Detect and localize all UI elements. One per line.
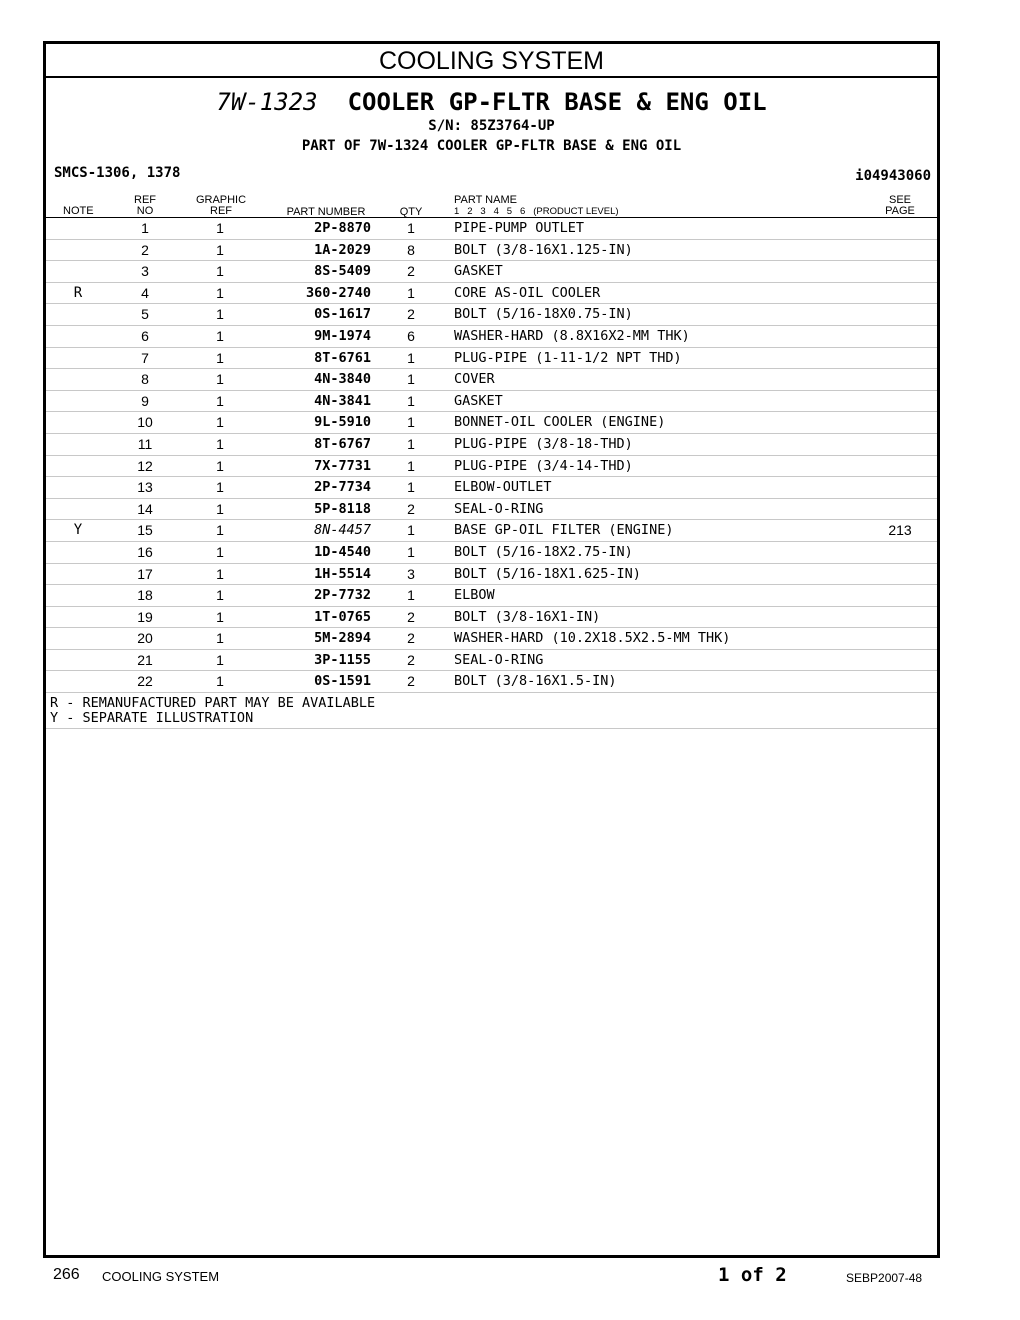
graphic-ref-cell: 1 xyxy=(216,673,224,690)
part-number-link[interactable]: 0S-1591 xyxy=(314,673,371,690)
part-number-link[interactable]: 5P-8118 xyxy=(314,500,371,517)
graphic-ref-cell: 1 xyxy=(216,608,224,625)
table-row xyxy=(46,542,937,564)
table-row xyxy=(46,628,937,650)
qty-cell: 1 xyxy=(407,522,415,539)
part-name-cell: PLUG-PIPE (3/4-14-THD) xyxy=(454,457,633,474)
part-name-cell: PIPE-PUMP OUTLET xyxy=(454,220,585,236)
part-number-link[interactable]: 2P-7732 xyxy=(314,587,371,604)
ref-no-cell: 4 xyxy=(141,284,149,301)
part-name-cell: WASHER-HARD (10.2X18.5X2.5-MM THK) xyxy=(454,630,731,647)
part-number-link[interactable]: 9M-1974 xyxy=(314,327,371,344)
qty-cell: 1 xyxy=(407,435,415,452)
part-number-link[interactable]: 3P-1155 xyxy=(314,651,371,668)
graphic-ref-cell: 1 xyxy=(216,435,224,452)
table-row xyxy=(46,304,937,326)
part-of-line: PART OF 7W-1324 COOLER GP-FLTR BASE & ENG OIL xyxy=(301,138,682,154)
ref-no-cell: 2 xyxy=(141,241,149,258)
qty-cell: 1 xyxy=(407,392,415,409)
graphic-ref-cell: 1 xyxy=(216,565,224,582)
qty-cell: 2 xyxy=(407,651,415,668)
part-number-link[interactable]: 5M-2894 xyxy=(314,630,371,647)
header-part-number: PART NUMBER xyxy=(286,206,366,218)
part-number-link[interactable]: 8N-4457 xyxy=(314,522,371,539)
qty-cell: 2 xyxy=(407,306,415,323)
graphic-ref-cell: 1 xyxy=(216,241,224,258)
graphic-ref-cell: 1 xyxy=(216,543,224,560)
notes-legend xyxy=(46,696,937,729)
part-number-link[interactable]: 8S-5409 xyxy=(314,263,371,280)
ref-no-cell: 20 xyxy=(137,630,153,647)
ref-no-cell: 1 xyxy=(141,220,149,236)
part-name-cell: ELBOW-OUTLET xyxy=(454,479,552,496)
graphic-ref-cell: 1 xyxy=(216,371,224,388)
header-graphic-bottom: REF xyxy=(210,205,232,217)
graphic-ref-cell: 1 xyxy=(216,500,224,517)
part-name-cell: PLUG-PIPE (3/8-18-THD) xyxy=(454,435,633,452)
qty-cell: 6 xyxy=(407,327,415,344)
table-row xyxy=(46,434,937,456)
parts-table xyxy=(46,218,937,693)
graphic-ref-cell: 1 xyxy=(216,349,224,366)
part-number-link[interactable]: 0S-1617 xyxy=(314,306,371,323)
footer-page-number: 266 xyxy=(53,1266,80,1283)
table-row xyxy=(46,391,937,413)
ref-no-cell: 12 xyxy=(137,457,153,474)
graphic-ref-cell: 1 xyxy=(216,630,224,647)
header-see-top: SEE xyxy=(888,194,911,206)
ref-no-cell: 7 xyxy=(141,349,149,366)
part-number-link[interactable]: 1A-2029 xyxy=(314,241,371,258)
part-name-cell: PLUG-PIPE (1-11-1/2 NPT THD) xyxy=(454,349,682,366)
qty-cell: 2 xyxy=(407,500,415,517)
part-number-link[interactable]: 9L-5910 xyxy=(314,414,371,431)
part-name-cell: BOLT (5/16-18X1.625-IN) xyxy=(454,565,641,582)
footer-section: COOLING SYSTEM xyxy=(102,1269,220,1284)
header-part-name: PART NAME xyxy=(454,194,517,206)
part-number-link[interactable]: 4N-3841 xyxy=(314,392,371,409)
serial-number: S/N: 85Z3764-UP xyxy=(428,118,555,134)
table-row xyxy=(46,564,937,586)
graphic-ref-cell: 1 xyxy=(216,479,224,496)
table-row xyxy=(46,456,937,478)
graphic-ref-cell: 1 xyxy=(216,414,224,431)
header-note: NOTE xyxy=(63,205,94,217)
table-row xyxy=(46,671,937,693)
graphic-ref-cell: 1 xyxy=(216,327,224,344)
ref-no-cell: 13 xyxy=(137,479,153,496)
part-number-link[interactable]: 2P-7734 xyxy=(314,479,371,496)
table-header xyxy=(46,195,937,218)
header-see-bottom: PAGE xyxy=(885,205,915,217)
header-product-levels: 1 2 3 4 5 6 (PRODUCT LEVEL) xyxy=(454,206,619,217)
table-row xyxy=(46,412,937,434)
part-number-link[interactable]: 8T-6767 xyxy=(314,435,371,452)
qty-cell: 1 xyxy=(407,543,415,560)
footer-doc-id: SEBP2007-48 xyxy=(846,1271,923,1285)
ref-no-cell: 22 xyxy=(137,673,153,690)
part-number-link[interactable]: 4N-3840 xyxy=(314,371,371,388)
part-number-link[interactable]: 2P-8870 xyxy=(314,220,371,236)
qty-cell: 3 xyxy=(407,565,415,582)
graphic-ref-cell: 1 xyxy=(216,457,224,474)
illustration-id: i04943060 xyxy=(855,168,931,184)
table-row xyxy=(46,283,937,305)
ref-no-cell: 15 xyxy=(137,522,153,539)
part-number-link[interactable]: 1D-4540 xyxy=(314,543,371,560)
part-name-cell: BOLT (3/8-16X1.125-IN) xyxy=(454,241,633,258)
table-row xyxy=(46,326,937,348)
ref-no-cell: 3 xyxy=(141,263,149,280)
part-name-cell: SEAL-O-RING xyxy=(454,651,544,668)
ref-no-cell: 17 xyxy=(137,565,153,582)
group-name: COOLER GP-FLTR BASE & ENG OIL xyxy=(347,88,767,116)
qty-cell: 1 xyxy=(407,479,415,496)
table-row xyxy=(46,218,937,240)
qty-cell: 1 xyxy=(407,414,415,431)
table-row xyxy=(46,499,937,521)
part-number-link[interactable]: 360-2740 xyxy=(305,284,371,301)
graphic-ref-cell: 1 xyxy=(216,220,224,236)
qty-cell: 1 xyxy=(407,284,415,301)
part-name-cell: WASHER-HARD (8.8X16X2-MM THK) xyxy=(454,327,690,344)
graphic-ref-cell: 1 xyxy=(216,306,224,323)
ref-no-cell: 9 xyxy=(141,392,149,409)
graphic-ref-cell: 1 xyxy=(216,392,224,409)
part-name-cell: SEAL-O-RING xyxy=(454,500,544,517)
qty-cell: 1 xyxy=(407,371,415,388)
ref-no-cell: 16 xyxy=(137,543,153,560)
part-number-link[interactable]: 1T-0765 xyxy=(314,608,371,625)
graphic-ref-cell: 1 xyxy=(216,651,224,668)
qty-cell: 2 xyxy=(407,608,415,625)
graphic-ref-cell: 1 xyxy=(216,284,224,301)
note-line: Y - SEPARATE ILLUSTRATION xyxy=(50,710,254,726)
header-graphic-top: GRAPHIC xyxy=(195,194,247,206)
note-cell: Y xyxy=(73,522,83,539)
qty-cell: 2 xyxy=(407,673,415,690)
table-row xyxy=(46,240,937,262)
qty-cell: 2 xyxy=(407,630,415,647)
part-name-cell: GASKET xyxy=(454,263,503,280)
part-name-cell: GASKET xyxy=(454,392,503,409)
part-name-cell: CORE AS-OIL COOLER xyxy=(454,284,601,301)
part-name-cell: BOLT (3/8-16X1-IN) xyxy=(454,608,601,625)
table-row xyxy=(46,348,937,370)
ref-no-cell: 8 xyxy=(141,371,149,388)
ref-no-cell: 10 xyxy=(137,414,153,431)
part-name-cell: BOLT (5/16-18X2.75-IN) xyxy=(454,543,633,560)
note-line: R - REMANUFACTURED PART MAY BE AVAILABLE xyxy=(50,695,376,711)
part-name-cell: COVER xyxy=(454,371,495,388)
qty-cell: 1 xyxy=(407,457,415,474)
graphic-ref-cell: 1 xyxy=(216,263,224,280)
page-frame xyxy=(43,41,940,1258)
part-name-cell: BOLT (3/8-16X1.5-IN) xyxy=(454,673,617,690)
part-number-link[interactable]: 7X-7731 xyxy=(314,457,371,474)
qty-cell: 1 xyxy=(407,587,415,604)
table-row xyxy=(46,585,937,607)
part-number-link[interactable]: 8T-6761 xyxy=(314,349,371,366)
graphic-ref-cell: 1 xyxy=(216,587,224,604)
qty-cell: 1 xyxy=(407,349,415,366)
part-number-link[interactable]: 1H-5514 xyxy=(314,565,371,582)
ref-no-cell: 5 xyxy=(141,306,149,323)
qty-cell: 2 xyxy=(407,263,415,280)
qty-cell: 1 xyxy=(407,220,415,236)
table-row xyxy=(46,369,937,391)
ref-no-cell: 18 xyxy=(137,587,153,604)
ref-no-cell: 19 xyxy=(137,608,153,625)
ref-no-cell: 6 xyxy=(141,327,149,344)
table-row xyxy=(46,650,937,672)
footer-page-of: 1 of 2 xyxy=(718,1264,787,1286)
part-name-cell: BOLT (5/16-18X0.75-IN) xyxy=(454,306,633,323)
ref-no-cell: 14 xyxy=(137,500,153,517)
group-title xyxy=(46,88,937,116)
section-title: COOLING SYSTEM xyxy=(46,44,937,78)
smcs-code: SMCS-1306, 1378 xyxy=(54,165,181,181)
table-row xyxy=(46,607,937,629)
qty-cell: 8 xyxy=(407,241,415,258)
see-page-link[interactable]: 213 xyxy=(888,522,912,539)
graphic-ref-cell: 1 xyxy=(216,522,224,539)
table-row xyxy=(46,261,937,283)
header-ref-bottom: NO xyxy=(136,205,154,217)
ref-no-cell: 11 xyxy=(137,435,153,452)
part-name-cell: BONNET-OIL COOLER (ENGINE) xyxy=(454,414,666,431)
header-qty: QTY xyxy=(399,206,423,218)
table-row xyxy=(46,520,937,542)
header-ref-top: REF xyxy=(134,194,156,206)
table-row xyxy=(46,477,937,499)
group-part-number[interactable]: 7W-1323 xyxy=(216,88,318,116)
part-name-cell: BASE GP-OIL FILTER (ENGINE) xyxy=(454,522,674,539)
note-cell: R xyxy=(73,284,83,301)
part-name-cell: ELBOW xyxy=(454,587,495,604)
ref-no-cell: 21 xyxy=(137,651,153,668)
